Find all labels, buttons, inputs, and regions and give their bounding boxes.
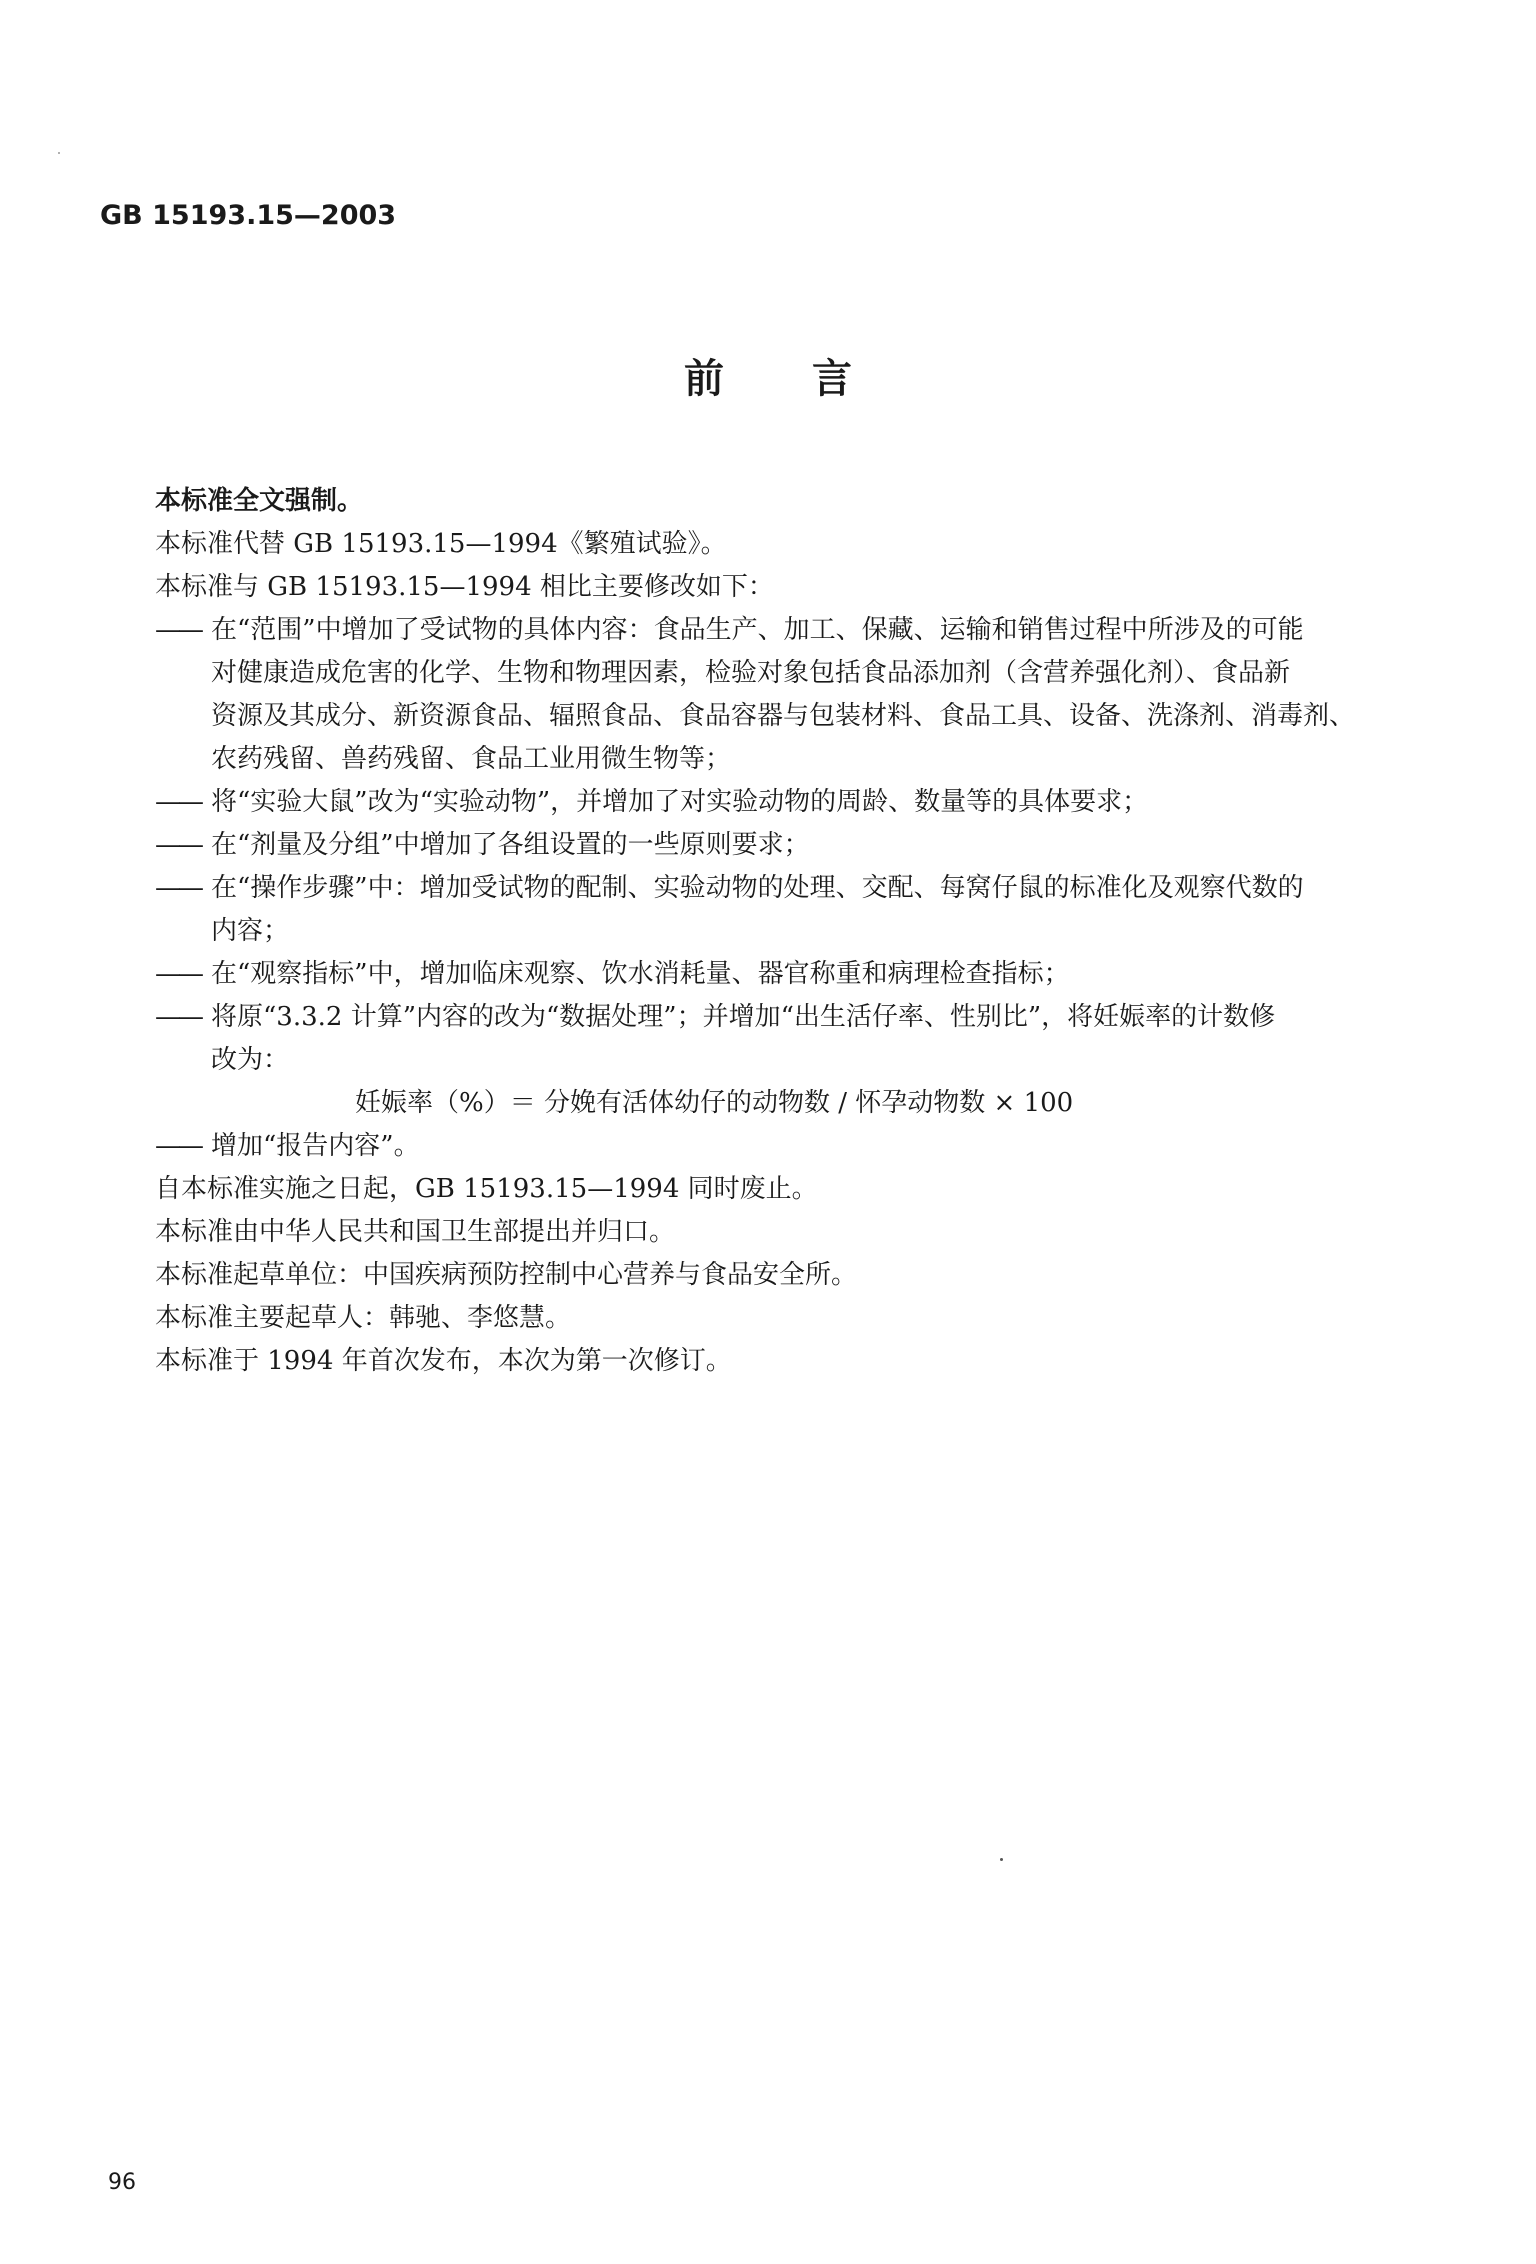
- dash-marker: ——: [155, 615, 201, 645]
- list-item: [155, 953, 1405, 996]
- list-item-line: 对健康造成危害的化学、生物和物理因素，检验对象包括食品添加剂（含营养强化剂）、食品新: [211, 658, 1291, 688]
- dash-marker: ——: [155, 1131, 201, 1161]
- list-item: [155, 824, 1405, 867]
- list-item: [155, 609, 1405, 781]
- list-item-line: 内容；: [211, 916, 290, 946]
- list-item-line: 改为：: [211, 1045, 290, 1075]
- list-item-line: 在“操作步骤”中：增加受试物的配制、实验动物的处理、交配、每窝仔鼠的标准化及观察代数的: [211, 873, 1304, 903]
- scan-speck: [58, 152, 60, 154]
- page-title: 前言: [684, 356, 940, 402]
- list-item: [155, 867, 1405, 953]
- scan-speck: [1000, 1858, 1003, 1861]
- document-body: [155, 480, 1405, 1383]
- standard-code: GB 15193.15—2003: [100, 200, 397, 231]
- list-item: [155, 996, 1405, 1082]
- list-item-line: 将“实验大鼠”改为“实验动物”，并增加了对实验动物的周龄、数量等的具体要求；: [211, 787, 1149, 817]
- dash-marker: ——: [155, 1002, 201, 1032]
- page-number: 96: [108, 2170, 136, 2195]
- list-item: [155, 1125, 1405, 1168]
- paragraph-drafting-unit: 本标准起草单位：中国疾病预防控制中心营养与食品安全所。: [155, 1260, 858, 1290]
- dash-marker: ——: [155, 830, 201, 860]
- dash-marker: ——: [155, 959, 201, 989]
- paragraph-proposer: 本标准由中华人民共和国卫生部提出并归口。: [155, 1217, 676, 1247]
- list-item-line: 在“范围”中增加了受试物的具体内容：食品生产、加工、保藏、运输和销售过程中所涉及的可能: [211, 615, 1304, 645]
- paragraph-changes-intro: 本标准与 GB 15193.15—1994 相比主要修改如下：: [155, 572, 774, 602]
- list-item-line: 在“剂量及分组”中增加了各组设置的一些原则要求；: [211, 830, 810, 860]
- list-item-line: 增加“报告内容”。: [211, 1131, 420, 1161]
- dash-marker: ——: [155, 873, 201, 903]
- list-item: [155, 781, 1405, 824]
- list-item-line: 在“观察指标”中，增加临床观察、饮水消耗量、器官称重和病理检查指标；: [211, 959, 1070, 989]
- paragraph-drafters: 本标准主要起草人：韩驰、李悠慧。: [155, 1303, 572, 1333]
- paragraph-replaces: 本标准代替 GB 15193.15—1994《繁殖试验》。: [155, 529, 727, 559]
- list-item-line: 资源及其成分、新资源食品、辐照食品、食品容器与包装材料、食品工具、设备、洗涤剂、消毒剂、: [211, 701, 1356, 731]
- paragraph-history: 本标准于 1994 年首次发布，本次为第一次修订。: [155, 1346, 732, 1376]
- list-item-line: 将原“3.3.2 计算”内容的改为“数据处理”；并增加“出生活仔率、性别比”，将妊娠率的计数修: [211, 1002, 1276, 1032]
- list-item-line: 农药残留、兽药残留、食品工业用微生物等；: [211, 744, 732, 774]
- paragraph-abolish: 自本标准实施之日起，GB 15193.15—1994 同时废止。: [155, 1174, 818, 1204]
- paragraph-mandatory: 本标准全文强制。: [155, 486, 364, 516]
- dash-marker: ——: [155, 787, 201, 817]
- pregnancy-rate-formula: 妊娠率（%）＝ 分娩有活体幼仔的动物数 / 怀孕动物数 × 100: [355, 1088, 1074, 1118]
